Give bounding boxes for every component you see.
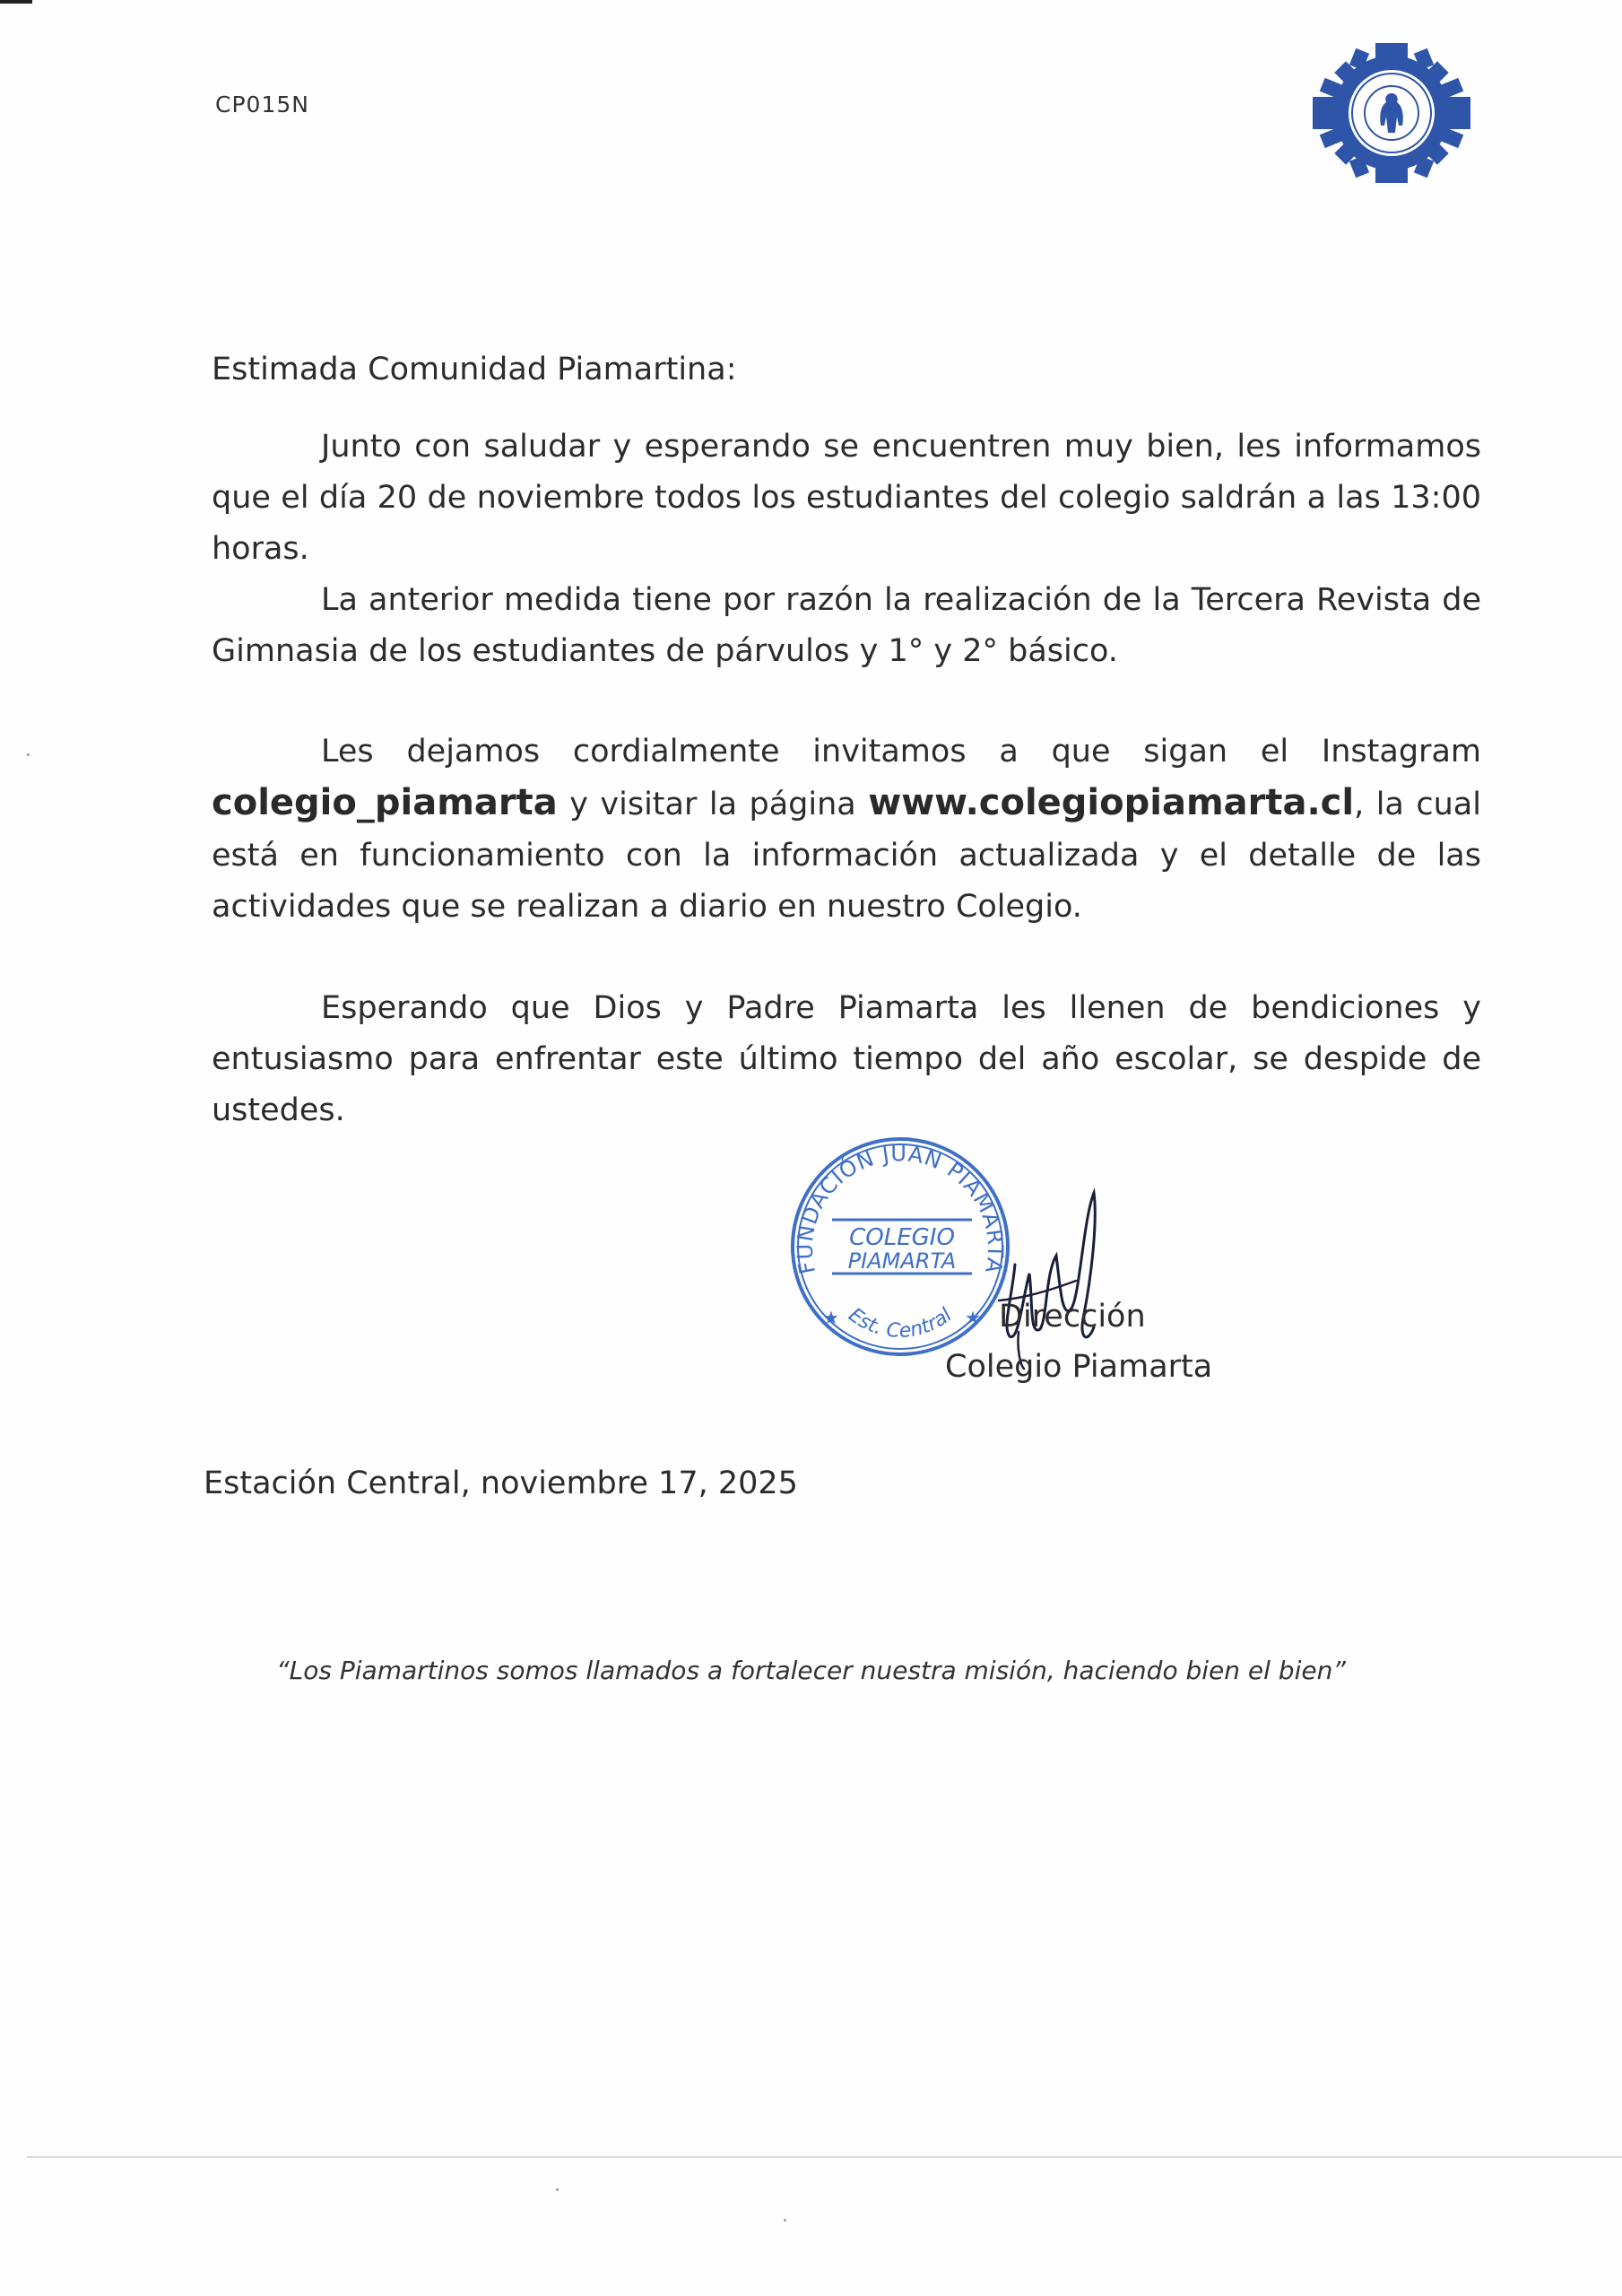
stamp-star-right-icon: ★ (965, 1307, 981, 1328)
paragraph-3-intro: Les dejamos cordialmente invitamos a que sigan el Instagram (321, 734, 1481, 770)
document-code: CP015N (215, 91, 309, 117)
scan-edge-mark (0, 0, 32, 4)
paragraph-3-end: , la cual está en funcionamiento con la información actualizada y el detalle de las actividades que se realizan a diario en nuestro Colegio. (212, 787, 1481, 925)
paragraph-1-text: Junto con saludar y esperando se encuentren muy bien, les informamos que el día 20 de noviembre todos los estudiantes del colegio saldrán a las 13:00 horas. (212, 429, 1481, 567)
scan-speck (27, 753, 30, 756)
instagram-handle: colegio_piamarta (212, 782, 558, 823)
paragraph-3 (212, 726, 1481, 933)
stamp-outer-text: FUNDACIÓN JUAN PIAMARTA (792, 1141, 1009, 1276)
scan-speck (556, 2188, 559, 2191)
signature-role: Dirección (999, 1299, 1146, 1335)
stamp-center-line-1: COLEGIO (849, 1224, 955, 1251)
svg-text:Est. Central (844, 1304, 956, 1343)
stamp-center-line-2: PIAMARTA (847, 1248, 957, 1274)
greeting: Estimada Comunidad Piamartina: (212, 352, 737, 387)
official-stamp (787, 1132, 1011, 1365)
stamp-bottom-text: Est. Central (844, 1303, 957, 1344)
paragraph-2 (212, 575, 1481, 677)
paragraph-4 (212, 983, 1481, 1136)
school-logo-icon (1311, 41, 1472, 185)
signature-organization: Colegio Piamarta (945, 1349, 1213, 1385)
paragraph-2-text: La anterior medida tiene por razón la realización de la Tercera Revista de Gimnasia de los estudiantes de párvulos y 1° y 2° básico. (212, 582, 1481, 669)
paragraph-4-text: Esperando que Dios y Padre Piamarta les llenen de bendiciones y entusiasmo para enfrentar este último tiempo del año escolar, se despide de ustedes. (212, 990, 1481, 1128)
paragraph-1 (212, 422, 1481, 575)
paragraph-3-mid: y visitar la página (569, 787, 856, 822)
scan-speck (784, 2219, 786, 2222)
website-link: www.colegiopiamarta.cl (868, 782, 1355, 823)
footer-rule (27, 2156, 1622, 2158)
stamp-star-left-icon: ★ (823, 1307, 839, 1328)
handwritten-signature (993, 1166, 1137, 1372)
school-motto: “Los Piamartinos somos llamados a fortalecer nuestra misión, haciendo bien el bien” (276, 1656, 1346, 1685)
date-line: Estación Central, noviembre 17, 2025 (204, 1465, 798, 1501)
